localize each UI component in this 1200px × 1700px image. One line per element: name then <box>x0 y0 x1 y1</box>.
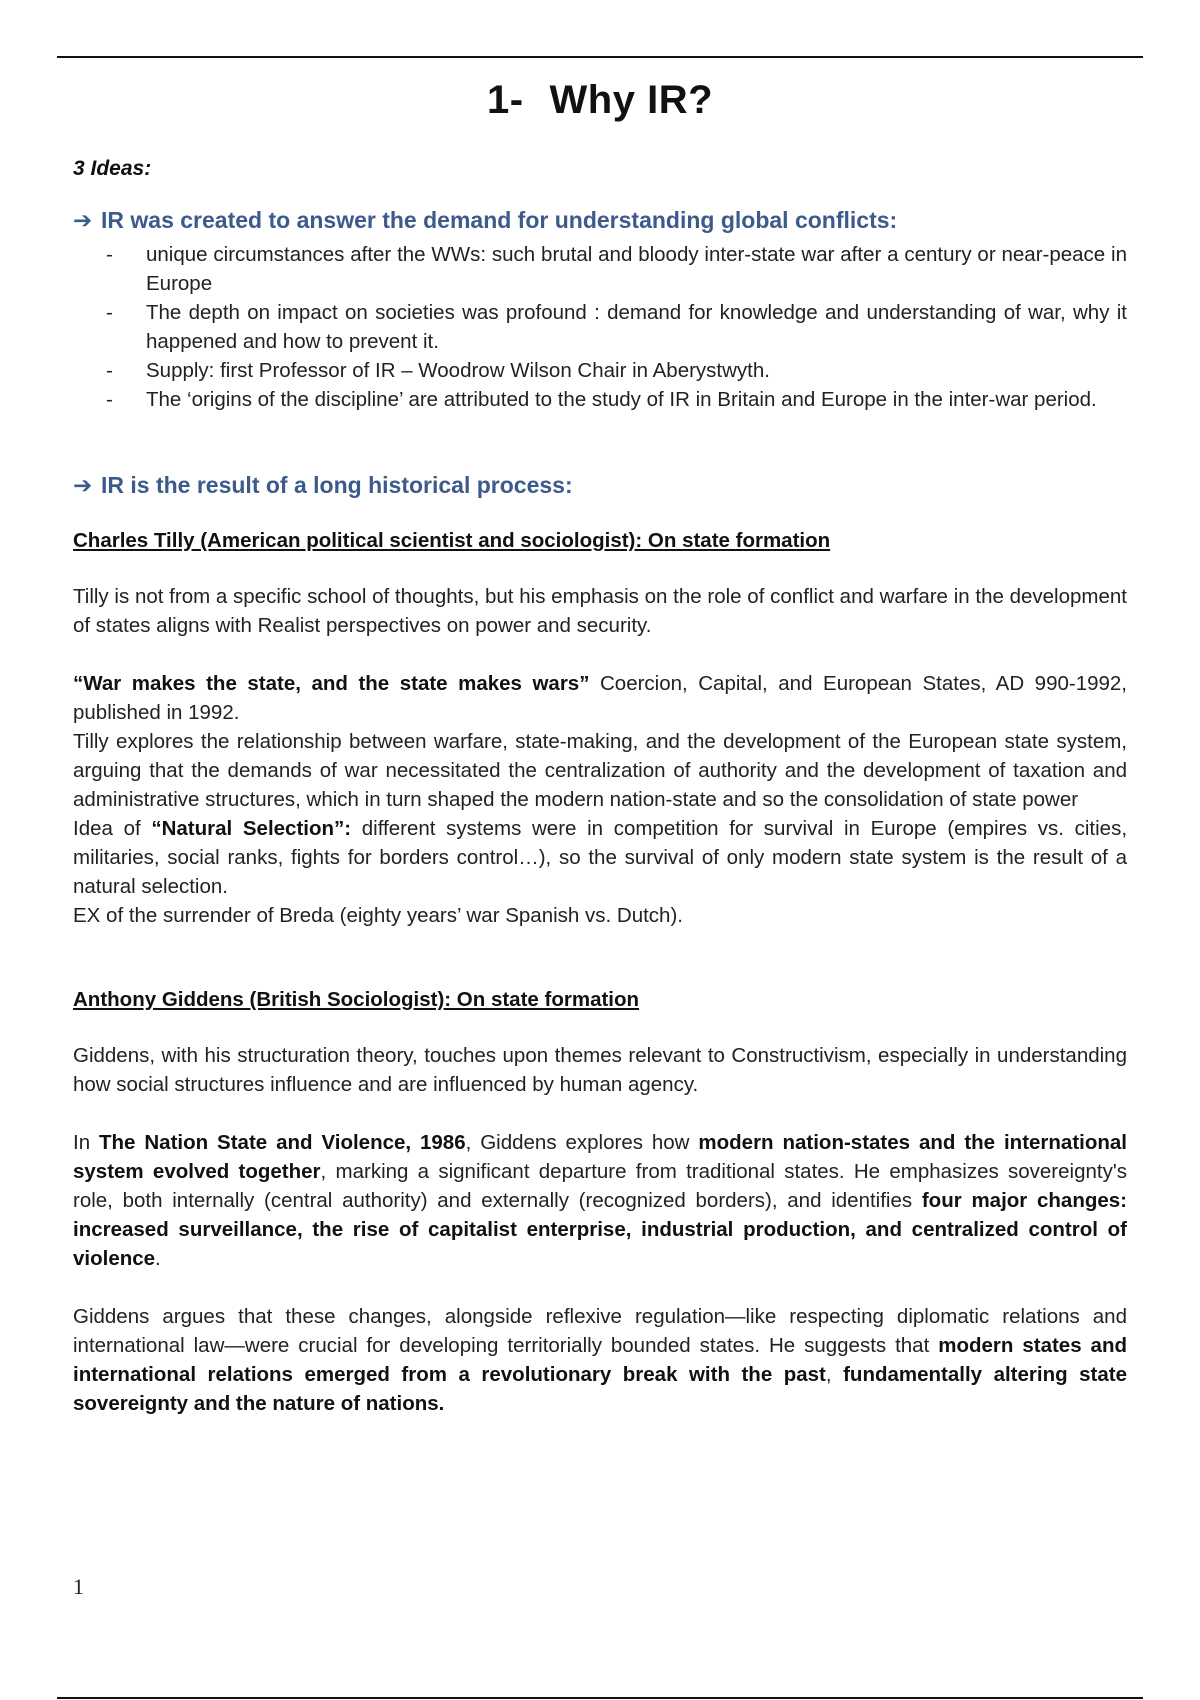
page-number: 1 <box>73 1574 84 1599</box>
tilly-quote-paragraph <box>73 669 1127 727</box>
section-heading-2-text: IR is the result of a long historical process: <box>101 472 573 498</box>
list-item: - unique circumstances after the WWs: such brutal and bloody inter-state war after a century or near-peace in Europe <box>146 240 1127 298</box>
text-run: , <box>825 1363 844 1386</box>
section-heading-2 <box>73 472 1127 499</box>
tilly-natural-selection <box>73 814 1127 901</box>
section-heading-1-text: IR was created to answer the demand for understanding global conflicts: <box>101 207 898 233</box>
page-title <box>73 78 1127 123</box>
giddens-subheading: Anthony Giddens (British Sociologist): On state formation <box>73 988 640 1011</box>
list-item: - The ‘origins of the discipline’ are attributed to the study of IR in Britain and Europe in the inter-war period. <box>146 385 1127 414</box>
ideas-label: 3 Ideas: <box>73 157 152 180</box>
bold-run: modern nation-states and the international system evolved together <box>73 1131 1127 1183</box>
section-heading-1 <box>73 207 1127 234</box>
list-item: - Supply: first Professor of IR – Woodrow Wilson Chair in Aberystwyth. <box>146 356 1127 385</box>
top-rule <box>57 56 1143 58</box>
title-text: Why IR? <box>549 78 714 122</box>
idea-term: “Natural Selection”: <box>151 817 352 840</box>
tilly-intro: Tilly is not from a specific school of thoughts, but his emphasis on the role of conflict and warfare in the development of states aligns with Realist perspectives on power and security. <box>73 585 1127 637</box>
tilly-quote-source: Coercion, Capital, and European States, AD 990-1992, published in 1992. <box>73 672 1127 724</box>
arrow-right-icon: ➔ <box>73 207 93 233</box>
bold-run: four major changes: increased surveillance, the rise of capitalist enterprise, industrial production, and centralized control of violence <box>73 1189 1127 1270</box>
tilly-example: EX of the surrender of Breda (eighty years’ war Spanish vs. Dutch). <box>73 904 683 927</box>
text-run: , Giddens explores how <box>465 1131 699 1154</box>
arrow-right-icon: ➔ <box>73 472 93 498</box>
bold-run: The Nation State and Violence, 1986 <box>99 1131 466 1154</box>
text-run: , marking a significant departure from traditional states. He emphasizes sovereignty's role, both internally (central authority) and externally (recognized borders), and identifies <box>73 1160 1127 1212</box>
tilly-quote: “War makes the state, and the state makes wars” <box>73 672 590 695</box>
text-run: Giddens argues that these changes, alongside reflexive regulation—like respecting diplomatic relations and international law—were crucial for developing territorially bounded states. He suggests that <box>73 1305 1127 1357</box>
tilly-subheading: Charles Tilly (American political scientist and sociologist): On state formation <box>73 529 831 552</box>
bold-run: modern states and international relations emerged from a revolutionary break with the past <box>73 1334 1127 1386</box>
bottom-rule <box>57 1697 1143 1699</box>
giddens-intro: Giddens, with his structuration theory, touches upon themes relevant to Constructivism, especially in understanding how social structures influence and are influenced by human agency. <box>73 1044 1127 1096</box>
document-page <box>73 78 1127 1418</box>
giddens-paragraph-2 <box>73 1128 1127 1273</box>
idea-text: different systems were in competition for survival in Europe (empires vs. cities, militaries, social ranks, fights for borders control…), so the survival of only modern state system is the result of a natural selection. <box>73 817 1128 898</box>
title-number: 1- <box>486 78 524 122</box>
text-run: . <box>155 1247 161 1270</box>
list-item: - The depth on impact on societies was profound : demand for knowledge and understanding of war, why it happened and how to prevent it. <box>146 298 1127 356</box>
giddens-paragraph-3 <box>73 1302 1127 1418</box>
bullet-list <box>73 240 1127 414</box>
tilly-explores: Tilly explores the relationship between warfare, state-making, and the development of the European state system, arguing that the demands of war necessitated the centralization of authority and the development of taxation and administrative structures, which in turn shaped the modern nation-state and so the consolidation of state power <box>73 730 1127 811</box>
text-run: In <box>73 1131 100 1154</box>
bold-run: fundamentally altering state sovereignty and the nature of nations. <box>73 1363 1127 1415</box>
idea-prefix: Idea of <box>73 817 152 840</box>
